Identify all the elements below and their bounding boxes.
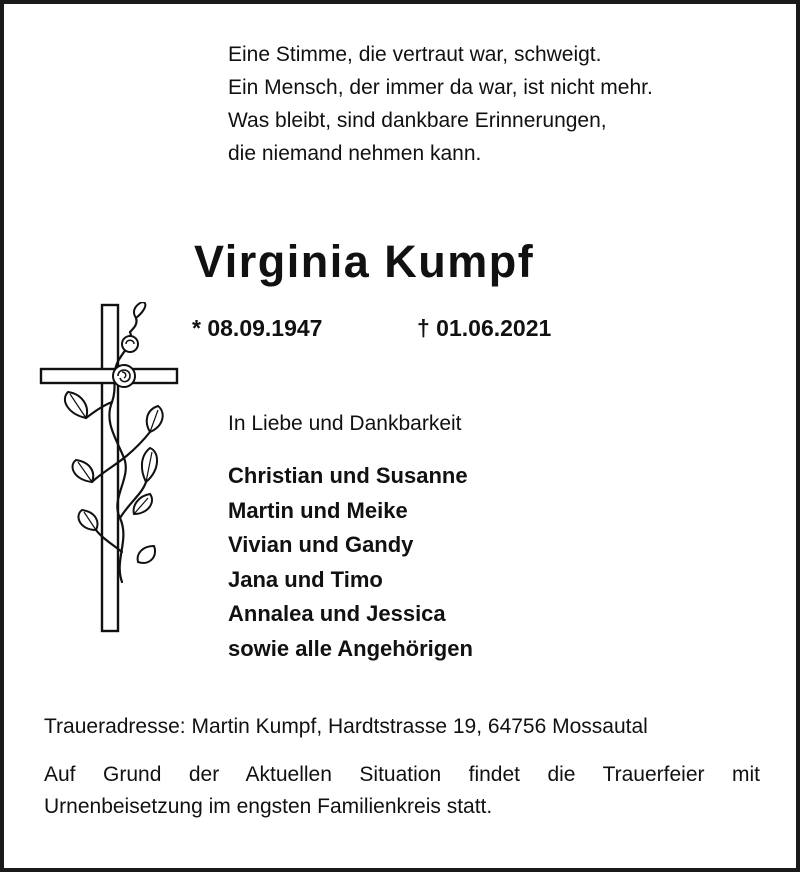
funeral-notice	[44, 759, 760, 823]
cross-with-rose-icon	[38, 302, 180, 636]
deceased-name: Virginia Kumpf	[194, 236, 535, 287]
poem-line: Ein Mensch, der immer da war, ist nicht mehr.	[228, 76, 653, 99]
list-item: Annalea und Jessica	[228, 601, 446, 627]
birth-date: * 08.09.1947	[192, 315, 323, 341]
poem-line: Eine Stimme, die vertraut war, schweigt.	[228, 43, 602, 66]
notice-line: Auf Grund der Aktuellen Situation findet die Trauerfeier mit	[44, 763, 760, 786]
list-item: Christian und Susanne	[228, 463, 468, 488]
list-item: Jana und Timo	[228, 566, 383, 592]
list-item: sowie alle Angehörigen	[228, 635, 473, 661]
poem-line: Was bleibt, sind dankbare Erinnerungen,	[228, 109, 607, 132]
mourning-address: Traueradresse: Martin Kumpf, Hardtstrasse 19, 64756 Mossautal	[44, 715, 648, 738]
poem-line: die niemand nehmen kann.	[228, 142, 482, 165]
mourners-list	[228, 459, 473, 667]
list-item: Martin und Meike	[228, 497, 408, 523]
poem	[228, 38, 653, 170]
notice-line: Urnenbeisetzung im engsten Familienkreis statt.	[44, 795, 493, 818]
mourners-intro: In Liebe und Dankbarkeit	[228, 412, 462, 435]
list-item: Vivian und Gandy	[228, 532, 414, 558]
death-date: † 01.06.2021	[417, 315, 552, 341]
